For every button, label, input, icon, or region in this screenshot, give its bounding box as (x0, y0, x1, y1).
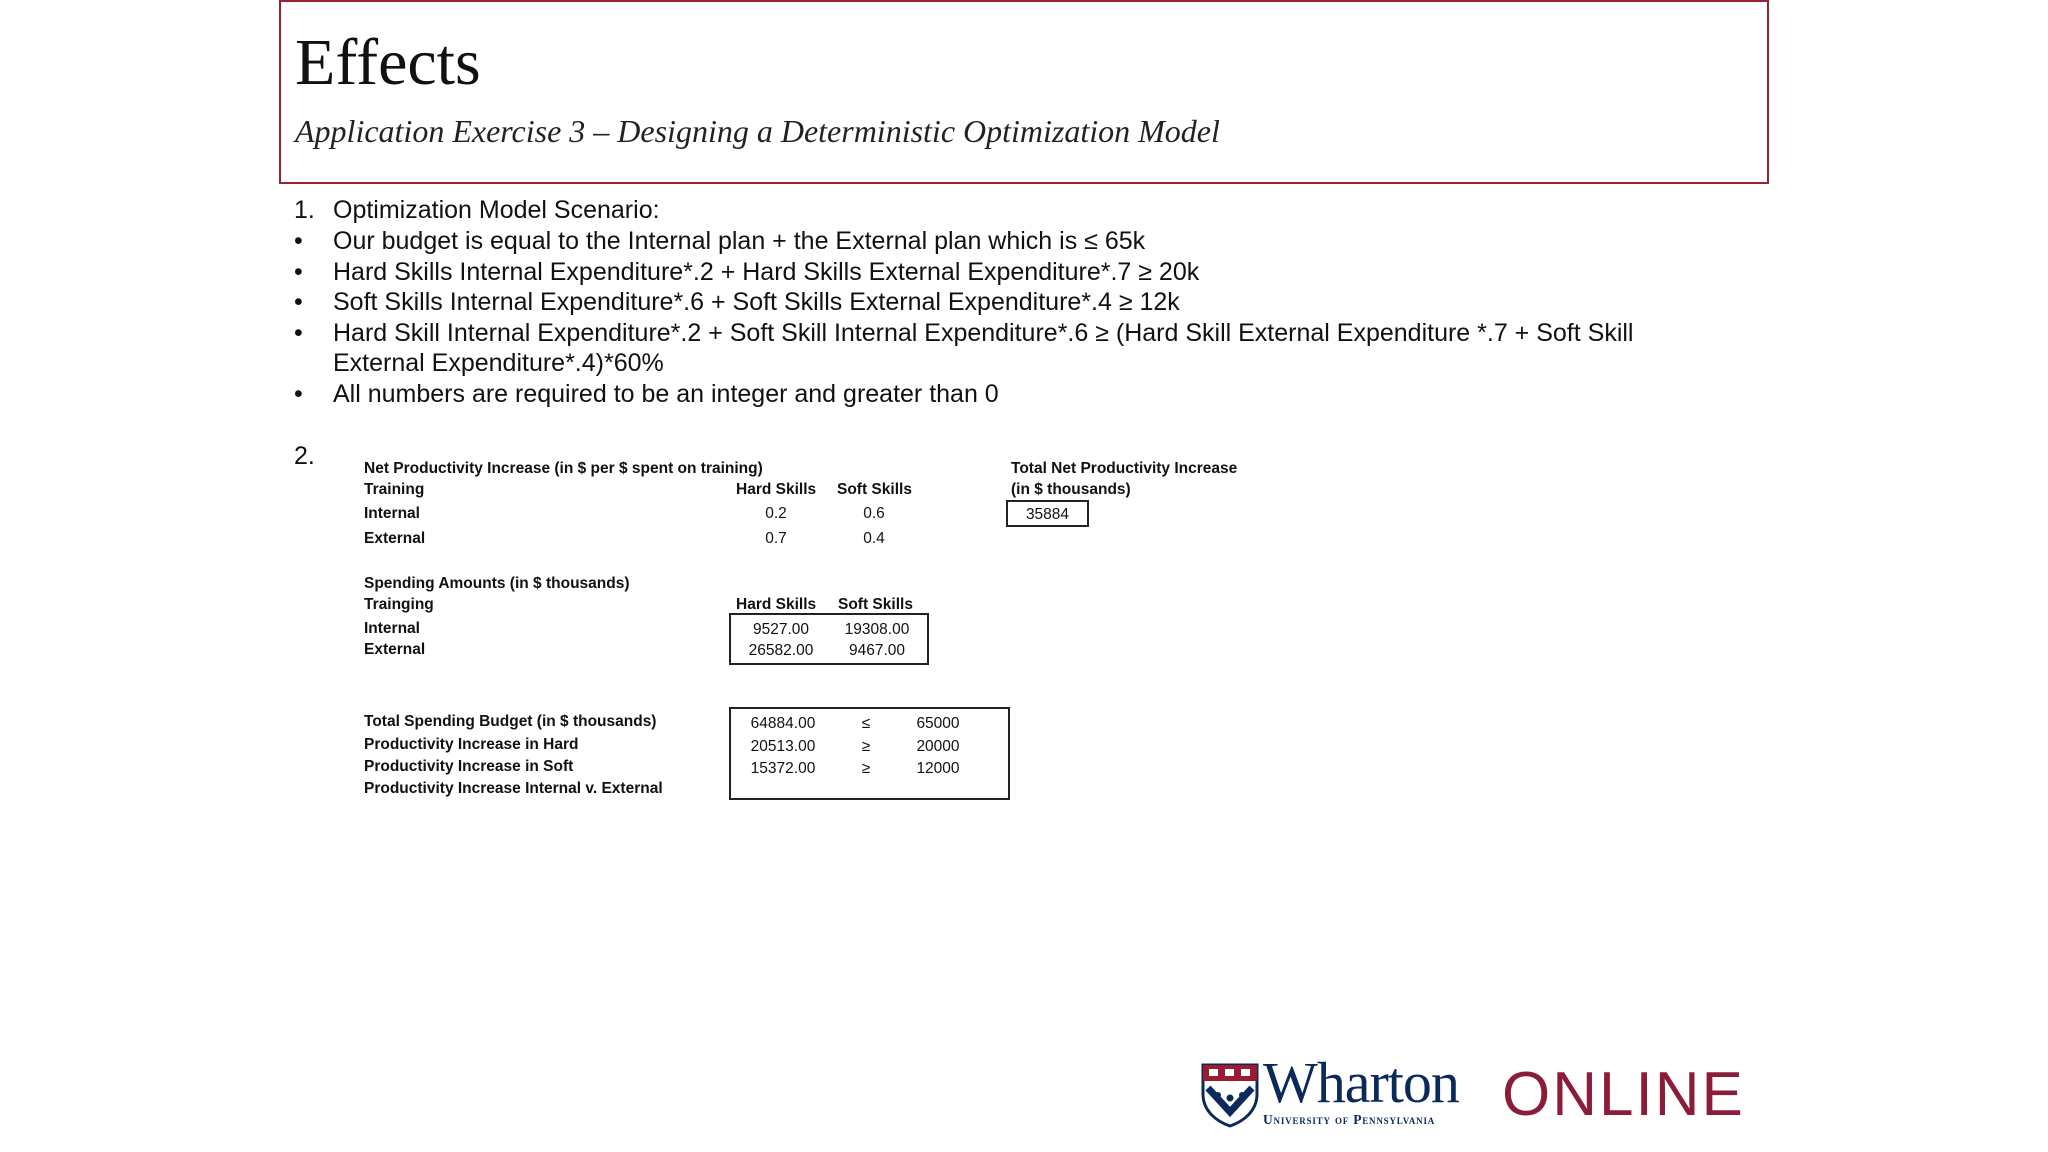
productivity-row-label: External (364, 530, 426, 547)
constraint-limit: 12000 (916, 760, 960, 777)
online-wordmark: ONLINE (1502, 1060, 1745, 1129)
total-net-subtitle: (in $ thousands) (1011, 481, 1131, 498)
productivity-cell: 0.2 (765, 505, 787, 522)
constraint-limit: 65000 (916, 715, 960, 732)
constraints-box (729, 707, 1010, 800)
spending-cell: 9527.00 (752, 621, 810, 638)
constraint-operator: ≤ (861, 715, 871, 732)
constraint-value: 20513.00 (750, 738, 816, 755)
bullet-text-continued: External Expenditure*.4)*60% (333, 349, 664, 377)
bullet-text: Soft Skills Internal Expenditure*.6 + Soft Skills External Expenditure*.4 ≥ 12k (333, 288, 1180, 316)
productivity-col-hard: Hard Skills (736, 481, 817, 498)
productivity-row-label: Internal (364, 505, 420, 522)
bullet-icon: • (294, 227, 303, 255)
bullet-text: Hard Skills Internal Expenditure*.2 + Hard Skills External Expenditure*.7 ≥ 20k (333, 258, 1200, 286)
bullet-icon: • (294, 380, 303, 408)
spending-cells-box (729, 613, 929, 665)
slide-title: Effects (295, 26, 481, 99)
bullet-icon: • (294, 258, 303, 286)
spending-cell: 9467.00 (848, 642, 906, 659)
spending-row-label: External (364, 641, 426, 658)
constraint-value: 15372.00 (750, 760, 816, 777)
bullet-text: Hard Skill Internal Expenditure*.2 + Soft Skill Internal Expenditure*.6 ≥ (Hard Skill External Expenditure *.7 + Soft Skill (333, 319, 1634, 347)
bullet-text: All numbers are required to be an integer and greater than 0 (333, 380, 999, 408)
constraint-label: Productivity Increase in Hard (364, 736, 579, 753)
spending-col-soft: Soft Skills (838, 596, 913, 613)
bullet-icon: • (294, 319, 303, 347)
total-net-cell (1006, 500, 1089, 527)
constraint-label: Productivity Increase Internal v. External (364, 780, 663, 797)
slide-subtitle: Application Exercise 3 – Designing a Deterministic Optimization Model (295, 113, 1220, 149)
scenario-number: 1. (294, 196, 315, 224)
productivity-cell: 0.6 (863, 505, 885, 522)
constraint-label: Total Spending Budget (in $ thousands) (364, 713, 657, 730)
total-net-value: 35884 (1025, 506, 1070, 523)
part2-number: 2. (294, 442, 315, 470)
constraint-operator: ≥ (861, 738, 871, 755)
penn-shield-icon (1200, 1062, 1260, 1128)
spending-row-label: Internal (364, 620, 420, 637)
productivity-cell: 0.4 (863, 530, 885, 547)
bullet-icon: • (294, 288, 303, 316)
constraint-limit: 20000 (916, 738, 960, 755)
total-net-title: Total Net Productivity Increase (1011, 460, 1238, 477)
scenario-heading: Optimization Model Scenario: (333, 196, 660, 224)
title-frame (279, 0, 1769, 184)
spending-cell: 26582.00 (748, 642, 814, 659)
productivity-row-header: Training (364, 481, 425, 498)
constraint-value: 64884.00 (750, 715, 816, 732)
spending-row-header: Trainging (364, 596, 434, 613)
productivity-cell: 0.7 (765, 530, 787, 547)
productivity-table-title: Net Productivity Increase (in $ per $ spent on training) (364, 460, 763, 477)
bullet-text: Our budget is equal to the Internal plan + the External plan which is ≤ 65k (333, 227, 1146, 255)
productivity-col-soft: Soft Skills (837, 481, 912, 498)
university-name: University of Pennsylvania (1263, 1112, 1436, 1127)
spending-col-hard: Hard Skills (736, 596, 817, 613)
spending-cell: 19308.00 (844, 621, 910, 638)
wharton-wordmark: Wharton (1263, 1050, 1459, 1115)
spending-table-title: Spending Amounts (in $ thousands) (364, 575, 630, 592)
constraint-label: Productivity Increase in Soft (364, 758, 574, 775)
constraint-operator: ≥ (861, 760, 871, 777)
